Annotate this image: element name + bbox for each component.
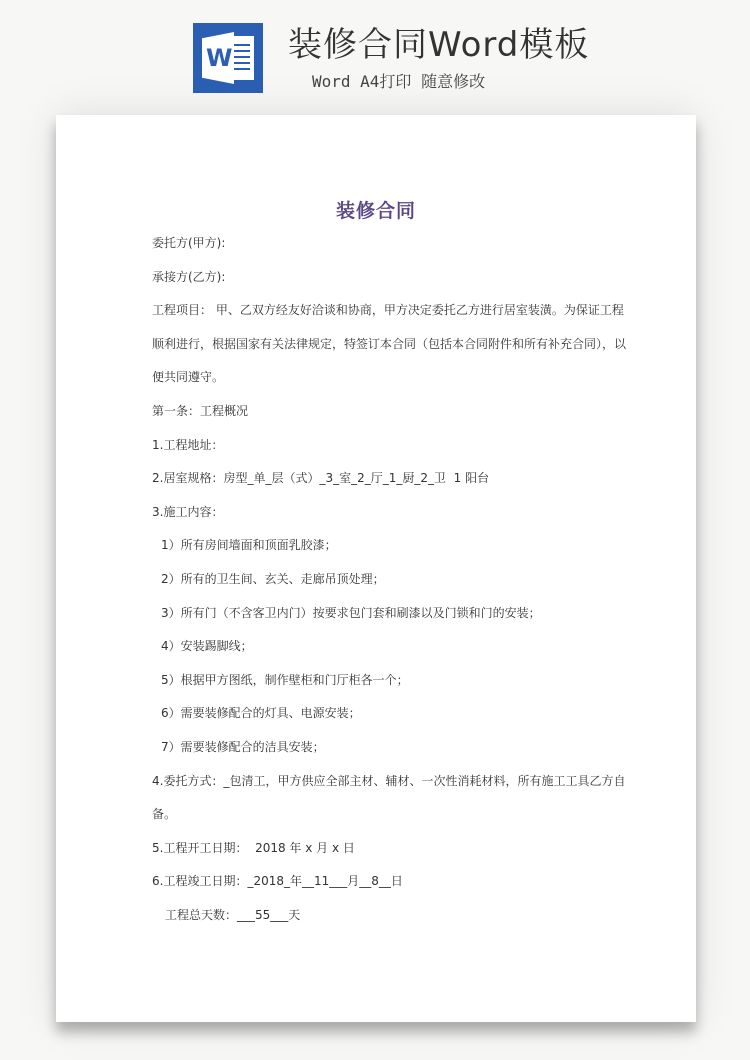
content-item-7: 7）需要装修配合的洁具安装； [161,739,325,754]
total-days-line: 工程总天数：___55___天 [165,907,301,922]
word-letter-icon: W [206,44,233,72]
party-b-line: 承接方(乙方): [152,269,226,284]
construction-content-heading: 3.施工内容： [152,504,224,519]
document-page [56,115,696,1022]
content-item-1: 1）所有房间墙面和顶面乳胶漆； [161,538,337,553]
content-item-2: 2）所有的卫生间、玄关、走廊吊顶处理； [161,571,385,586]
commission-method-line-2: 备。 [152,807,177,822]
content-item-6: 6）需要装修配合的灯具、电源安装； [161,706,361,721]
project-paragraph-line-2: 顺利进行，根据国家有关法律规定，特签订本合同（包括本合同附件和所有补充合同），以 [152,336,627,351]
project-address-line: 1.工程地址： [152,437,224,452]
room-spec-line: 2.居室规格：房型_单_层（式）_3_室_2_厅_1_厨_2_卫 1 阳台 [152,471,490,486]
commission-method-line-1: 4.委托方式：_包清工，甲方供应全部主材、辅材、一次性消耗材料，所有施工工具乙方自 [152,773,626,788]
article-one-heading: 第一条：工程概况 [152,403,249,418]
header-subtitle: Word A4打印 随意修改 [312,72,486,91]
project-paragraph-line-3: 便共同遵守。 [152,370,225,385]
document-body [152,233,627,938]
completion-date-line: 6.工程竣工日期：_2018_年__11___月__8__日 [152,874,403,889]
content-item-5: 5）根据甲方图纸，制作壁柜和门厅柜各一个； [161,672,409,687]
start-date-line: 5.工程开工日期： 2018 年 x 月 x 日 [152,840,355,855]
content-item-3: 3）所有门（不含客卫内门）按要求包门套和刷漆以及门锁和门的安装； [161,605,541,620]
project-paragraph-line-1: 工程项目： 甲、乙双方经友好洽谈和协商，甲方决定委托乙方进行居室装潢。为保证工程 [152,303,624,318]
content-item-4: 4）安装踢脚线； [161,639,253,654]
party-a-line: 委托方(甲方): [152,236,226,250]
header-banner [0,0,750,110]
word-icon [193,23,263,93]
header-title: 装修合同Word模板 [288,25,590,65]
document-title: 装修合同 [335,200,416,222]
